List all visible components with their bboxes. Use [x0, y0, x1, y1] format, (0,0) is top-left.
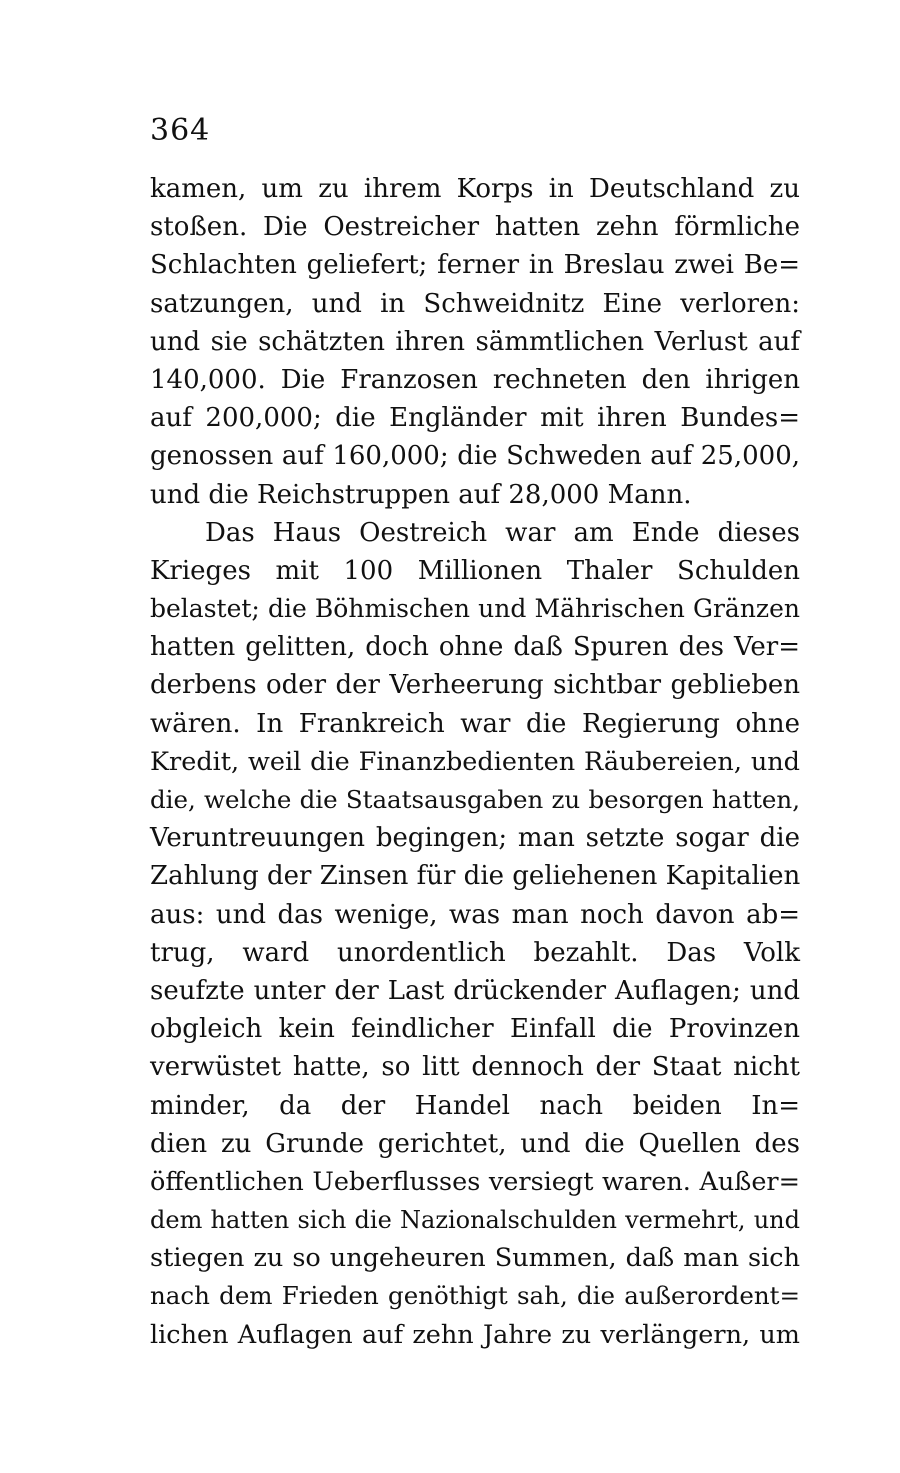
text-line: dem hatten sich die Nazionalschulden vermehrt, und: [150, 1206, 800, 1235]
text-line: wären. In Frankreich war die Regierung ohne: [150, 708, 800, 739]
text-line: aus: und das wenige, was man noch davon ab=: [150, 899, 800, 930]
text-line: stiegen zu so ungeheuren Summen, daß man sich: [150, 1243, 800, 1274]
text-line: und die Reichstruppen auf 28,000 Mann.: [150, 479, 692, 510]
text-line: trug, ward unordentlich bezahlt. Das Volk: [150, 937, 800, 968]
text-line: nach dem Frieden genöthigt sah, die außerordent=: [150, 1281, 800, 1311]
text-line: die, welche die Staatsausgaben zu besorgen hatten,: [150, 785, 800, 814]
paragraph-2: [150, 514, 800, 1354]
text-line: Kredit, weil die Finanzbedienten Räubereien, und: [150, 746, 800, 777]
text-line: dien zu Grunde gerichtet, und die Quellen des: [150, 1128, 800, 1159]
text-line: Zahlung der Zinsen für die geliehenen Kapitalien: [150, 861, 801, 892]
text-line: Schlachten geliefert; ferner in Breslau zwei Be=: [150, 250, 800, 281]
body-text: [150, 170, 800, 1354]
text-line: verwüstet hatte, so litt dennoch der Staat nicht: [150, 1052, 800, 1083]
text-line: minder, da der Handel nach beiden In=: [150, 1090, 800, 1121]
text-line: stoßen. Die Oestreicher hatten zehn förmliche: [150, 212, 800, 243]
text-line: satzungen, und in Schweidnitz Eine verloren:: [150, 288, 800, 319]
text-line: kamen, um zu ihrem Korps in Deutschland zu: [150, 174, 800, 204]
paragraph-1: [150, 170, 800, 514]
text-line: belastet; die Böhmischen und Mährischen Gränzen: [150, 594, 800, 624]
text-line: lichen Auflagen auf zehn Jahre zu verlängern, um: [150, 1319, 800, 1350]
text-line: genossen auf 160,000; die Schweden auf 25,000,: [150, 441, 800, 472]
text-line: öffentlichen Ueberflusses versiegt waren. Außer=: [150, 1166, 800, 1197]
text-line: obgleich kein feindlicher Einfall die Provinzen: [150, 1014, 800, 1045]
text-line: und sie schätzten ihren sämmtlichen Verlust auf: [150, 326, 800, 357]
text-line: derbens oder der Verheerung sichtbar geblieben: [150, 670, 800, 701]
text-line: auf 200,000; die Engländer mit ihren Bundes=: [150, 403, 800, 434]
page-number: 364: [150, 113, 211, 148]
text-line: hatten gelitten, doch ohne daß Spuren des Ver=: [150, 632, 800, 663]
text-line: 140,000. Die Franzosen rechneten den ihrigen: [150, 364, 800, 395]
text-line: Krieges mit 100 Millionen Thaler Schulden: [150, 555, 800, 586]
text-line: seufzte unter der Last drückender Auflagen; und: [150, 975, 800, 1006]
text-line: Das Haus Oestreich war am Ende dieses: [205, 517, 800, 548]
text-line: Veruntreuungen begingen; man setzte sogar die: [150, 823, 800, 854]
